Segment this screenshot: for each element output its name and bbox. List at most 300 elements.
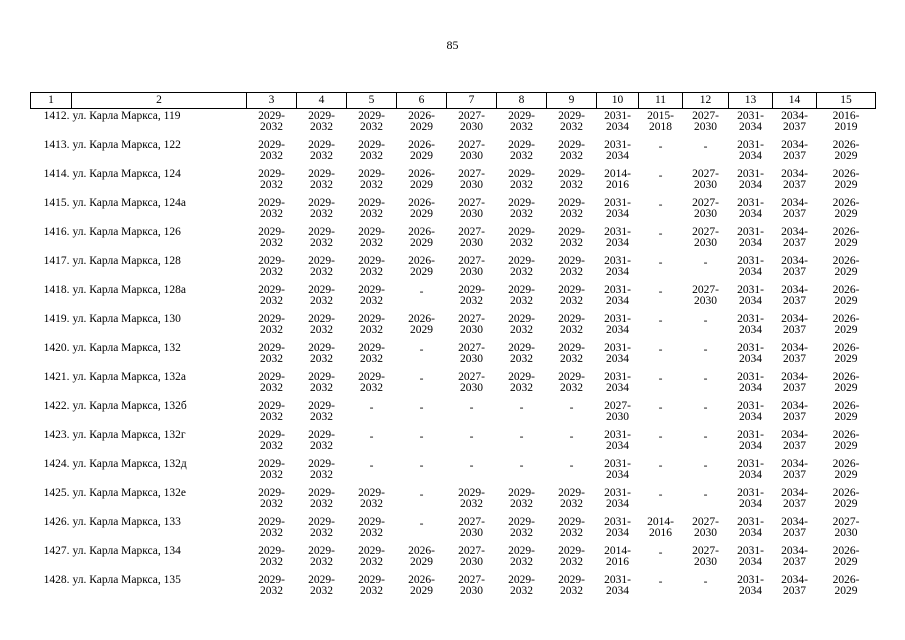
- period-cell: [639, 486, 683, 515]
- empty-dash: -: [419, 373, 424, 385]
- empty-dash: -: [419, 489, 424, 501]
- year-period: 2027- 2030: [458, 545, 485, 568]
- period-cell: [773, 109, 817, 139]
- year-period: 2027- 2030: [692, 284, 719, 307]
- year-period: 2026- 2029: [832, 545, 860, 568]
- year-period: 2027- 2030: [604, 400, 631, 423]
- year-period: 2027- 2030: [832, 516, 860, 539]
- period-cell: [247, 109, 297, 139]
- period-cell: [297, 399, 347, 428]
- year-period: 2029- 2032: [508, 313, 535, 336]
- period-cell: [397, 312, 447, 341]
- row-number: 1415.: [43, 197, 70, 209]
- period-cell: [729, 544, 773, 573]
- period-cell: [773, 515, 817, 544]
- period-cell: [347, 573, 397, 602]
- year-period: 2031- 2034: [737, 226, 764, 249]
- year-period: 2029- 2032: [508, 139, 535, 162]
- period-cell: [347, 138, 397, 167]
- period-cell: [683, 225, 729, 254]
- period-cell: [297, 254, 347, 283]
- period-cell: [547, 341, 597, 370]
- year-period: 2016- 2019: [832, 110, 860, 133]
- period-cell: [639, 457, 683, 486]
- period-cell: [817, 428, 876, 457]
- table-row: [31, 573, 876, 602]
- year-period: 2027- 2030: [692, 168, 719, 191]
- empty-dash: -: [658, 460, 663, 472]
- year-period: 2029- 2032: [358, 545, 385, 568]
- row-address: ул. Карла Маркса, 124: [72, 168, 181, 180]
- year-period: 2029- 2032: [258, 139, 285, 162]
- period-cell: [773, 312, 817, 341]
- empty-dash: -: [658, 141, 663, 153]
- year-period: 2027- 2030: [458, 110, 485, 133]
- period-cell: [397, 486, 447, 515]
- period-cell: [297, 283, 347, 312]
- year-period: 2029- 2032: [508, 487, 535, 510]
- year-period: 2034- 2037: [781, 342, 808, 365]
- year-period: 2026- 2029: [832, 139, 860, 162]
- year-period: 2029- 2032: [358, 139, 385, 162]
- period-cell: [729, 515, 773, 544]
- year-period: 2029- 2032: [508, 197, 535, 220]
- year-period: 2027- 2030: [458, 313, 485, 336]
- period-cell: [497, 544, 547, 573]
- year-period: 2026- 2029: [408, 226, 435, 249]
- year-period: 2026- 2029: [832, 429, 860, 452]
- year-period: 2034- 2037: [781, 429, 808, 452]
- period-cell: [447, 428, 497, 457]
- year-period: 2026- 2029: [408, 168, 435, 191]
- table-row: [31, 515, 876, 544]
- row-address: ул. Карла Маркса, 130: [72, 313, 181, 325]
- year-period: 2031- 2034: [737, 400, 764, 423]
- year-period: 2029- 2032: [258, 429, 285, 452]
- table-row: [31, 370, 876, 399]
- empty-dash: -: [703, 141, 708, 153]
- period-cell: [683, 196, 729, 225]
- row-number: 1422.: [43, 400, 70, 412]
- row-address: ул. Карла Маркса, 132б: [72, 400, 187, 412]
- period-cell: [297, 196, 347, 225]
- period-cell: [347, 254, 397, 283]
- period-cell: [247, 196, 297, 225]
- column-header: 9: [547, 93, 597, 109]
- year-period: 2031- 2034: [604, 429, 631, 452]
- empty-dash: -: [519, 460, 524, 472]
- year-period: 2034- 2037: [781, 284, 808, 307]
- year-period: 2031- 2034: [604, 197, 631, 220]
- year-period: 2026- 2029: [408, 139, 435, 162]
- period-cell: [773, 573, 817, 602]
- empty-dash: -: [658, 431, 663, 443]
- year-period: 2031- 2034: [604, 284, 631, 307]
- table-row: [31, 399, 876, 428]
- period-cell: [683, 138, 729, 167]
- row-address: ул. Карла Маркса, 133: [72, 516, 181, 528]
- period-cell: [597, 515, 639, 544]
- year-period: 2034- 2037: [781, 197, 808, 220]
- period-cell: [639, 370, 683, 399]
- year-period: 2034- 2037: [781, 313, 808, 336]
- period-cell: [297, 457, 347, 486]
- year-period: 2034- 2037: [781, 516, 808, 539]
- table-row: [31, 225, 876, 254]
- period-cell: [247, 254, 297, 283]
- year-period: 2029- 2032: [258, 487, 285, 510]
- period-cell: [683, 544, 729, 573]
- empty-dash: -: [469, 460, 474, 472]
- empty-dash: -: [569, 431, 574, 443]
- period-cell: [817, 370, 876, 399]
- period-cell: [773, 486, 817, 515]
- empty-dash: -: [703, 257, 708, 269]
- table-row: [31, 283, 876, 312]
- year-period: 2029- 2032: [258, 516, 285, 539]
- period-cell: [397, 254, 447, 283]
- schedule-table: [30, 92, 876, 602]
- table-row: [31, 138, 876, 167]
- period-cell: [447, 457, 497, 486]
- period-cell: [773, 399, 817, 428]
- year-period: 2031- 2034: [737, 197, 764, 220]
- period-cell: [547, 370, 597, 399]
- period-cell: [347, 457, 397, 486]
- year-period: 2031- 2034: [604, 226, 631, 249]
- period-cell: [683, 341, 729, 370]
- period-cell: [729, 254, 773, 283]
- period-cell: [497, 196, 547, 225]
- column-header: 2: [72, 93, 247, 109]
- year-period: 2034- 2037: [781, 110, 808, 133]
- year-period: 2031- 2034: [604, 371, 631, 394]
- period-cell: [297, 138, 347, 167]
- period-cell: [497, 138, 547, 167]
- period-cell: [547, 399, 597, 428]
- period-cell: [547, 544, 597, 573]
- year-period: 2034- 2037: [781, 400, 808, 423]
- year-period: 2026- 2029: [832, 342, 860, 365]
- row-number: 1420.: [43, 342, 70, 354]
- period-cell: [347, 225, 397, 254]
- year-period: 2029- 2032: [558, 516, 585, 539]
- period-cell: [497, 399, 547, 428]
- year-period: 2026- 2029: [832, 168, 860, 191]
- year-period: 2029- 2032: [258, 255, 285, 278]
- year-period: 2029- 2032: [508, 516, 535, 539]
- period-cell: [597, 370, 639, 399]
- year-period: 2029- 2032: [558, 226, 585, 249]
- row-number: 1416.: [43, 226, 70, 238]
- year-period: 2029- 2032: [558, 342, 585, 365]
- table-row: [31, 341, 876, 370]
- period-cell: [683, 486, 729, 515]
- row-address: ул. Карла Маркса, 132е: [72, 487, 187, 499]
- table-row: [31, 167, 876, 196]
- period-cell: [597, 167, 639, 196]
- empty-dash: -: [658, 315, 663, 327]
- row-address: ул. Карла Маркса, 132а: [72, 371, 187, 383]
- row-address: ул. Карла Маркса, 128: [72, 255, 181, 267]
- table-row: [31, 544, 876, 573]
- period-cell: [639, 138, 683, 167]
- period-cell: [447, 283, 497, 312]
- empty-dash: -: [703, 315, 708, 327]
- year-period: 2031- 2034: [737, 168, 764, 191]
- period-cell: [247, 283, 297, 312]
- table-header: [31, 93, 876, 109]
- period-cell: [497, 254, 547, 283]
- period-cell: [447, 370, 497, 399]
- row-number: 1412.: [43, 110, 70, 122]
- year-period: 2029- 2032: [258, 371, 285, 394]
- year-period: 2031- 2034: [737, 574, 764, 597]
- year-period: 2029- 2032: [308, 284, 335, 307]
- year-period: 2029- 2032: [358, 516, 385, 539]
- year-period: 2029- 2032: [308, 110, 335, 133]
- period-cell: [297, 109, 347, 139]
- period-cell: [683, 167, 729, 196]
- year-period: 2029- 2032: [258, 197, 285, 220]
- empty-dash: -: [469, 402, 474, 414]
- period-cell: [547, 428, 597, 457]
- period-cell: [773, 254, 817, 283]
- empty-dash: -: [569, 460, 574, 472]
- row-number: 1419.: [43, 313, 70, 325]
- empty-dash: -: [703, 460, 708, 472]
- period-cell: [397, 544, 447, 573]
- column-header: 14: [773, 93, 817, 109]
- period-cell: [497, 370, 547, 399]
- year-period: 2034- 2037: [781, 487, 808, 510]
- table-row: [31, 109, 876, 139]
- period-cell: [597, 109, 639, 139]
- year-period: 2027- 2030: [692, 545, 719, 568]
- period-cell: [397, 225, 447, 254]
- row-number: 1414.: [43, 168, 70, 180]
- row-address: ул. Карла Маркса, 134: [72, 545, 181, 557]
- period-cell: [397, 515, 447, 544]
- period-cell: [347, 283, 397, 312]
- year-period: 2027- 2030: [458, 168, 485, 191]
- period-cell: [247, 167, 297, 196]
- empty-dash: -: [703, 431, 708, 443]
- year-period: 2034- 2037: [781, 545, 808, 568]
- year-period: 2031- 2034: [604, 516, 631, 539]
- period-cell: [817, 457, 876, 486]
- period-cell: [639, 283, 683, 312]
- period-cell: [683, 283, 729, 312]
- period-cell: [547, 457, 597, 486]
- year-period: 2031- 2034: [604, 255, 631, 278]
- period-cell: [729, 399, 773, 428]
- period-cell: [447, 399, 497, 428]
- row-address: ул. Карла Маркса, 132д: [72, 458, 187, 470]
- period-cell: [729, 109, 773, 139]
- year-period: 2026- 2029: [408, 197, 435, 220]
- period-cell: [773, 544, 817, 573]
- empty-dash: -: [419, 460, 424, 472]
- column-header: 10: [597, 93, 639, 109]
- year-period: 2031- 2034: [737, 487, 764, 510]
- period-cell: [639, 544, 683, 573]
- period-cell: [497, 457, 547, 486]
- period-cell: [347, 341, 397, 370]
- period-cell: [247, 457, 297, 486]
- year-period: 2029- 2032: [258, 168, 285, 191]
- column-header: 7: [447, 93, 497, 109]
- year-period: 2026- 2029: [832, 255, 860, 278]
- year-period: 2029- 2032: [258, 400, 285, 423]
- year-period: 2026- 2029: [832, 487, 860, 510]
- year-period: 2029- 2032: [558, 284, 585, 307]
- period-cell: [447, 254, 497, 283]
- period-cell: [597, 283, 639, 312]
- year-period: 2029- 2032: [558, 371, 585, 394]
- period-cell: [547, 254, 597, 283]
- year-period: 2027- 2030: [458, 342, 485, 365]
- year-period: 2014- 2016: [647, 516, 674, 539]
- year-period: 2031- 2034: [737, 255, 764, 278]
- period-cell: [297, 167, 347, 196]
- year-period: 2029- 2032: [558, 487, 585, 510]
- period-cell: [773, 341, 817, 370]
- table-row: [31, 196, 876, 225]
- table-row: [31, 428, 876, 457]
- column-header: 6: [397, 93, 447, 109]
- year-period: 2029- 2032: [358, 226, 385, 249]
- period-cell: [639, 573, 683, 602]
- period-cell: [597, 486, 639, 515]
- column-header: 3: [247, 93, 297, 109]
- period-cell: [447, 312, 497, 341]
- period-cell: [547, 573, 597, 602]
- period-cell: [347, 370, 397, 399]
- period-cell: [397, 196, 447, 225]
- year-period: 2029- 2032: [308, 255, 335, 278]
- period-cell: [247, 370, 297, 399]
- table-row: [31, 254, 876, 283]
- year-period: 2029- 2032: [508, 255, 535, 278]
- period-cell: [817, 283, 876, 312]
- year-period: 2027- 2030: [458, 226, 485, 249]
- year-period: 2029- 2032: [358, 110, 385, 133]
- period-cell: [547, 225, 597, 254]
- table-body: [31, 109, 876, 603]
- period-cell: [247, 399, 297, 428]
- period-cell: [683, 312, 729, 341]
- year-period: 2029- 2032: [508, 226, 535, 249]
- period-cell: [729, 428, 773, 457]
- year-period: 2026- 2029: [408, 110, 435, 133]
- year-period: 2026- 2029: [832, 197, 860, 220]
- period-cell: [397, 370, 447, 399]
- period-cell: [447, 486, 497, 515]
- year-period: 2029- 2032: [308, 313, 335, 336]
- year-period: 2031- 2034: [737, 545, 764, 568]
- year-period: 2029- 2032: [358, 197, 385, 220]
- row-number: 1428.: [43, 574, 70, 586]
- year-period: 2029- 2032: [308, 226, 335, 249]
- row-number: 1421.: [43, 371, 70, 383]
- year-period: 2031- 2034: [604, 487, 631, 510]
- period-cell: [639, 341, 683, 370]
- period-cell: [447, 515, 497, 544]
- column-header: 15: [817, 93, 876, 109]
- period-cell: [497, 515, 547, 544]
- period-cell: [639, 109, 683, 139]
- year-period: 2031- 2034: [604, 313, 631, 336]
- period-cell: [817, 399, 876, 428]
- year-period: 2029- 2032: [308, 487, 335, 510]
- period-cell: [729, 167, 773, 196]
- period-cell: [817, 254, 876, 283]
- period-cell: [447, 544, 497, 573]
- empty-dash: -: [658, 286, 663, 298]
- year-period: 2034- 2037: [781, 371, 808, 394]
- year-period: 2031- 2034: [737, 110, 764, 133]
- year-period: 2026- 2029: [408, 574, 435, 597]
- period-cell: [297, 370, 347, 399]
- period-cell: [347, 544, 397, 573]
- year-period: 2026- 2029: [832, 371, 860, 394]
- empty-dash: -: [658, 228, 663, 240]
- period-cell: [817, 515, 876, 544]
- row-address: ул. Карла Маркса, 132: [72, 342, 181, 354]
- year-period: 2029- 2032: [358, 342, 385, 365]
- empty-dash: -: [703, 373, 708, 385]
- period-cell: [547, 283, 597, 312]
- row-number: 1427.: [43, 545, 70, 557]
- year-period: 2015- 2018: [647, 110, 674, 133]
- period-cell: [639, 312, 683, 341]
- year-period: 2029- 2032: [358, 255, 385, 278]
- period-cell: [297, 515, 347, 544]
- period-cell: [817, 341, 876, 370]
- period-cell: [497, 573, 547, 602]
- empty-dash: -: [658, 257, 663, 269]
- period-cell: [247, 544, 297, 573]
- header-row: [31, 93, 876, 109]
- year-period: 2031- 2034: [737, 458, 764, 481]
- period-cell: [597, 428, 639, 457]
- empty-dash: -: [519, 402, 524, 414]
- row-number: 1426.: [43, 516, 70, 528]
- period-cell: [497, 167, 547, 196]
- period-cell: [597, 312, 639, 341]
- period-cell: [639, 428, 683, 457]
- page-number: 85: [446, 38, 459, 52]
- period-cell: [639, 167, 683, 196]
- year-period: 2029- 2032: [358, 168, 385, 191]
- period-cell: [397, 109, 447, 139]
- period-cell: [447, 167, 497, 196]
- year-period: 2029- 2032: [308, 574, 335, 597]
- year-period: 2029- 2032: [308, 545, 335, 568]
- year-period: 2026- 2029: [832, 400, 860, 423]
- year-period: 2026- 2029: [832, 574, 860, 597]
- year-period: 2031- 2034: [604, 139, 631, 162]
- period-cell: [397, 399, 447, 428]
- year-period: 2027- 2030: [458, 371, 485, 394]
- year-period: 2029- 2032: [258, 110, 285, 133]
- period-cell: [347, 312, 397, 341]
- period-cell: [817, 109, 876, 139]
- year-period: 2029- 2032: [508, 110, 535, 133]
- period-cell: [297, 486, 347, 515]
- year-period: 2029- 2032: [558, 168, 585, 191]
